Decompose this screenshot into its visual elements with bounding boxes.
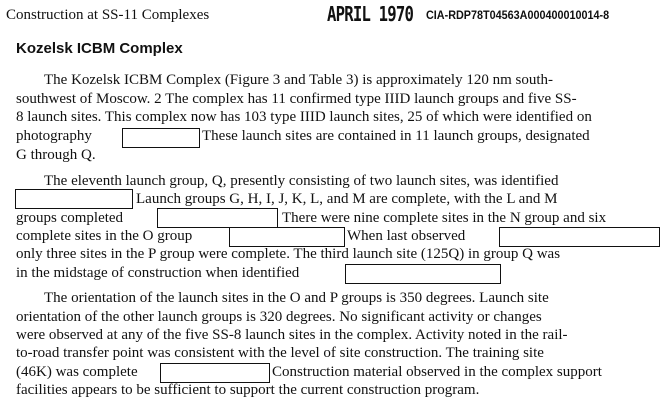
text-line: Launch groups G, H, I, J, K, L, and M are complete, with the L and M — [136, 191, 558, 207]
redaction-box — [499, 227, 660, 247]
redaction-box — [229, 227, 345, 247]
text-line: to-road transfer point was consistent with the level of site construction. The training site — [16, 345, 544, 361]
text-line: There were nine complete sites in the N group and six — [282, 210, 607, 226]
redaction-box — [15, 189, 133, 209]
text-line: complete sites in the O group — [16, 228, 193, 244]
redaction-box — [160, 363, 270, 383]
text-line: (46K) was complete — [16, 364, 138, 380]
text-line: 8 launch sites. This complex now has 103 type IIID launch sites, 25 of which were identified on — [16, 109, 592, 125]
text-line: in the midstage of construction when identified — [16, 265, 300, 281]
section-heading: Kozelsk ICBM Complex — [16, 40, 183, 57]
text-line: The eleventh launch group, Q, presently consisting of two launch sites, was identified — [44, 173, 559, 189]
text-line: The orientation of the launch sites in the O and P groups is 350 degrees. Launch site — [44, 290, 549, 306]
text-line: groups completed — [16, 210, 124, 226]
text-line: These launch sites are contained in 11 launch groups, designated — [202, 128, 590, 144]
text-line: photography — [16, 128, 92, 144]
text-line: facilities appears to be sufficient to support the current construction program. — [16, 382, 480, 398]
text-line: G through Q. — [16, 147, 96, 163]
header-title: Construction at SS-11 Complexes — [6, 7, 210, 23]
declassification-stamp: CIA-RDP78T04563A000400010014-8 — [426, 8, 610, 22]
redaction-box — [122, 128, 200, 148]
text-line: orientation of the other launch groups is 320 degrees. No significant activity or changes — [16, 309, 542, 325]
text-line: When last observed — [347, 228, 466, 244]
text-line: only three sites in the P group were complete. The third launch site (125Q) in group Q was — [16, 246, 561, 262]
redaction-box — [345, 264, 501, 284]
text-line: Construction material observed in the complex support — [272, 364, 602, 380]
text-line: were observed at any of the five SS-8 launch sites in the complex. Activity noted in the rail- — [16, 327, 568, 343]
text-line: southwest of Moscow. 2 The complex has 11 confirmed type IIID launch groups and five SS- — [16, 91, 577, 107]
text-line: The Kozelsk ICBM Complex (Figure 3 and Table 3) is approximately 120 nm south- — [44, 72, 554, 88]
header-date: APRIL 1970 — [327, 2, 414, 26]
redaction-box — [157, 208, 278, 228]
